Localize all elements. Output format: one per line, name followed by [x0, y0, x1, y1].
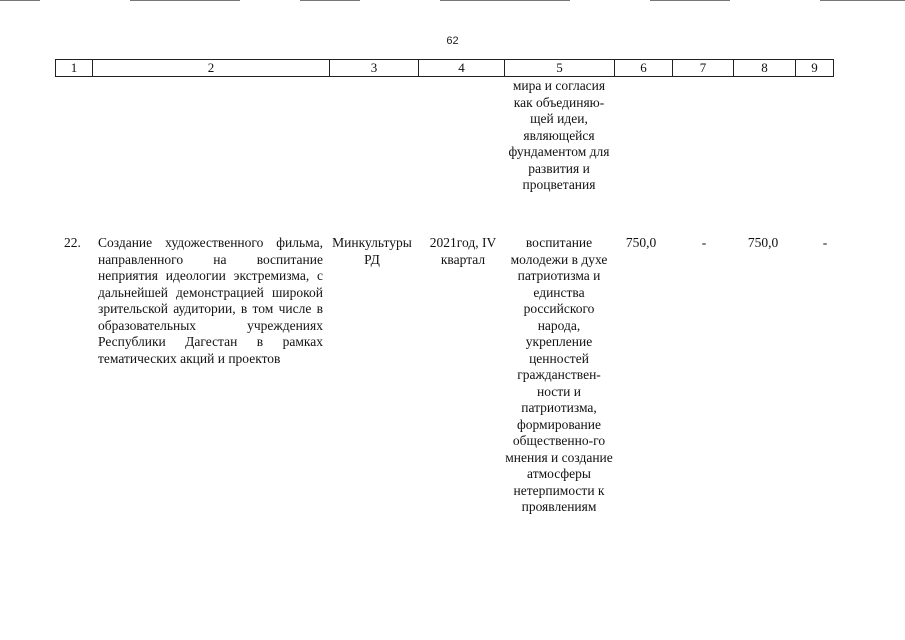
- scan-edge-line: [820, 0, 905, 1]
- header-col-5: 5: [505, 60, 615, 76]
- scan-edge-line: [130, 0, 240, 1]
- row-col7-value: -: [701, 235, 707, 250]
- row-col9-value: -: [822, 235, 828, 250]
- scan-edge-line: [300, 0, 360, 1]
- header-col-2: 2: [93, 60, 330, 76]
- header-col-6: 6: [615, 60, 673, 76]
- scan-edge-line: [440, 0, 570, 1]
- header-col-1: 1: [56, 60, 93, 76]
- row-executor: Минкультуры РД: [332, 235, 412, 267]
- header-col-3: 3: [330, 60, 419, 76]
- row-event-text: Создание художественного фильма, направленного на воспитание неприятия идеологии экстремизма, с дальнейшей демонстрацией широкой зрительской аудитории, в том числе в образовательных учреждениях Республики Дагестан в рамках тематических акций и проектов: [98, 235, 323, 366]
- scan-edge-line: [650, 0, 730, 1]
- header-col-8: 8: [734, 60, 796, 76]
- scan-edge-line: [0, 0, 40, 1]
- row-number: 22.: [64, 235, 81, 250]
- row-goal-text: воспитание молодежи в духе патриотизма и единства российского народа, укрепление ценностей гражданствен-ности и патриотизма, формирование общественно-го мнения и создание атмосферы нетерпимости к проявлениям: [505, 235, 613, 514]
- row-deadline: 2021год, IV квартал: [429, 235, 497, 267]
- row-col8-value: 750,0: [747, 235, 779, 250]
- header-col-9: 9: [796, 60, 834, 76]
- page-number: 62: [446, 35, 459, 47]
- continued-goal-text: мира и согласия как объединяю-щей идеи, являющейся фундаментом для развития и процветания: [508, 78, 610, 192]
- table-header-row: [55, 59, 834, 77]
- header-col-7: 7: [673, 60, 734, 76]
- header-col-4: 4: [419, 60, 505, 76]
- row-col6-value: 750,0: [625, 235, 657, 250]
